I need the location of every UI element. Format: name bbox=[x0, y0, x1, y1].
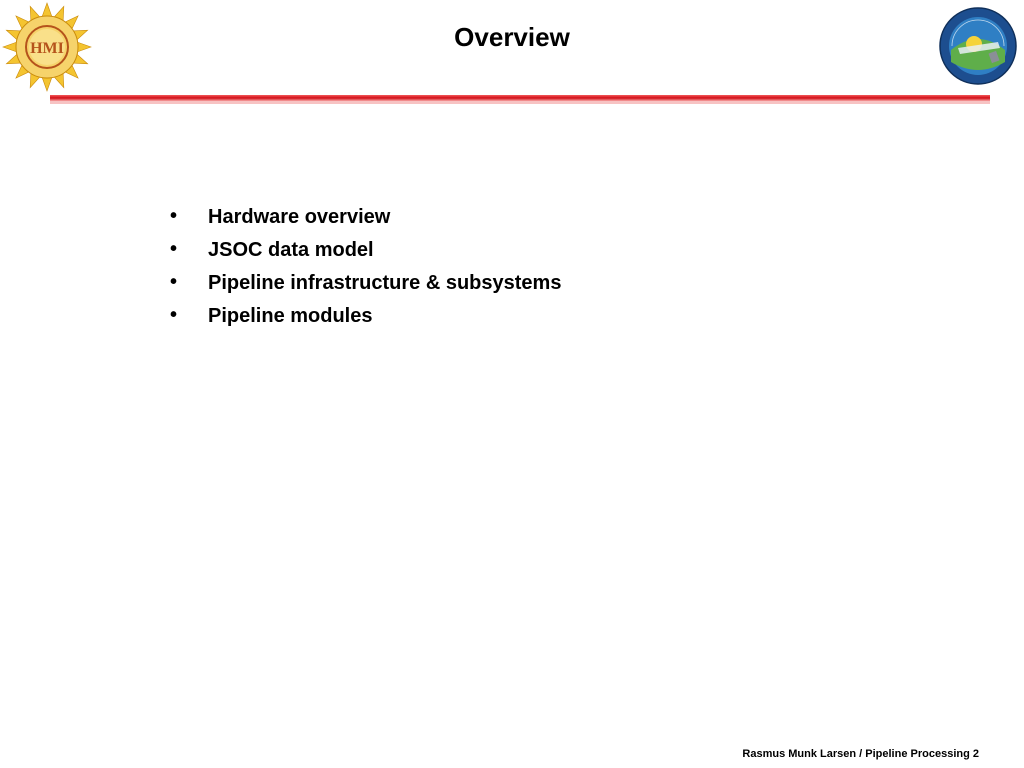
list-item bbox=[168, 236, 561, 269]
bullet-text: Hardware overview bbox=[208, 206, 391, 228]
page-title: Overview bbox=[454, 22, 570, 52]
bullet-list bbox=[168, 203, 561, 335]
list-item bbox=[168, 203, 561, 236]
bullet-icon: • bbox=[170, 238, 178, 260]
bullet-text: JSOC data model bbox=[208, 239, 374, 261]
bullet-icon: • bbox=[170, 205, 178, 227]
bullet-icon: • bbox=[170, 271, 178, 293]
bullet-text: Pipeline modules bbox=[208, 305, 373, 327]
hmi-logo-text: HMI bbox=[30, 40, 64, 57]
bullet-text: Pipeline infrastructure & subsystems bbox=[208, 272, 562, 294]
footer-credit: Rasmus Munk Larsen / Pipeline Processing 2 bbox=[742, 748, 979, 760]
bullet-icon: • bbox=[170, 304, 178, 326]
header-rule bbox=[50, 92, 990, 106]
sdo-logo-icon bbox=[938, 6, 1018, 86]
list-item bbox=[168, 269, 561, 302]
list-item bbox=[168, 302, 561, 335]
